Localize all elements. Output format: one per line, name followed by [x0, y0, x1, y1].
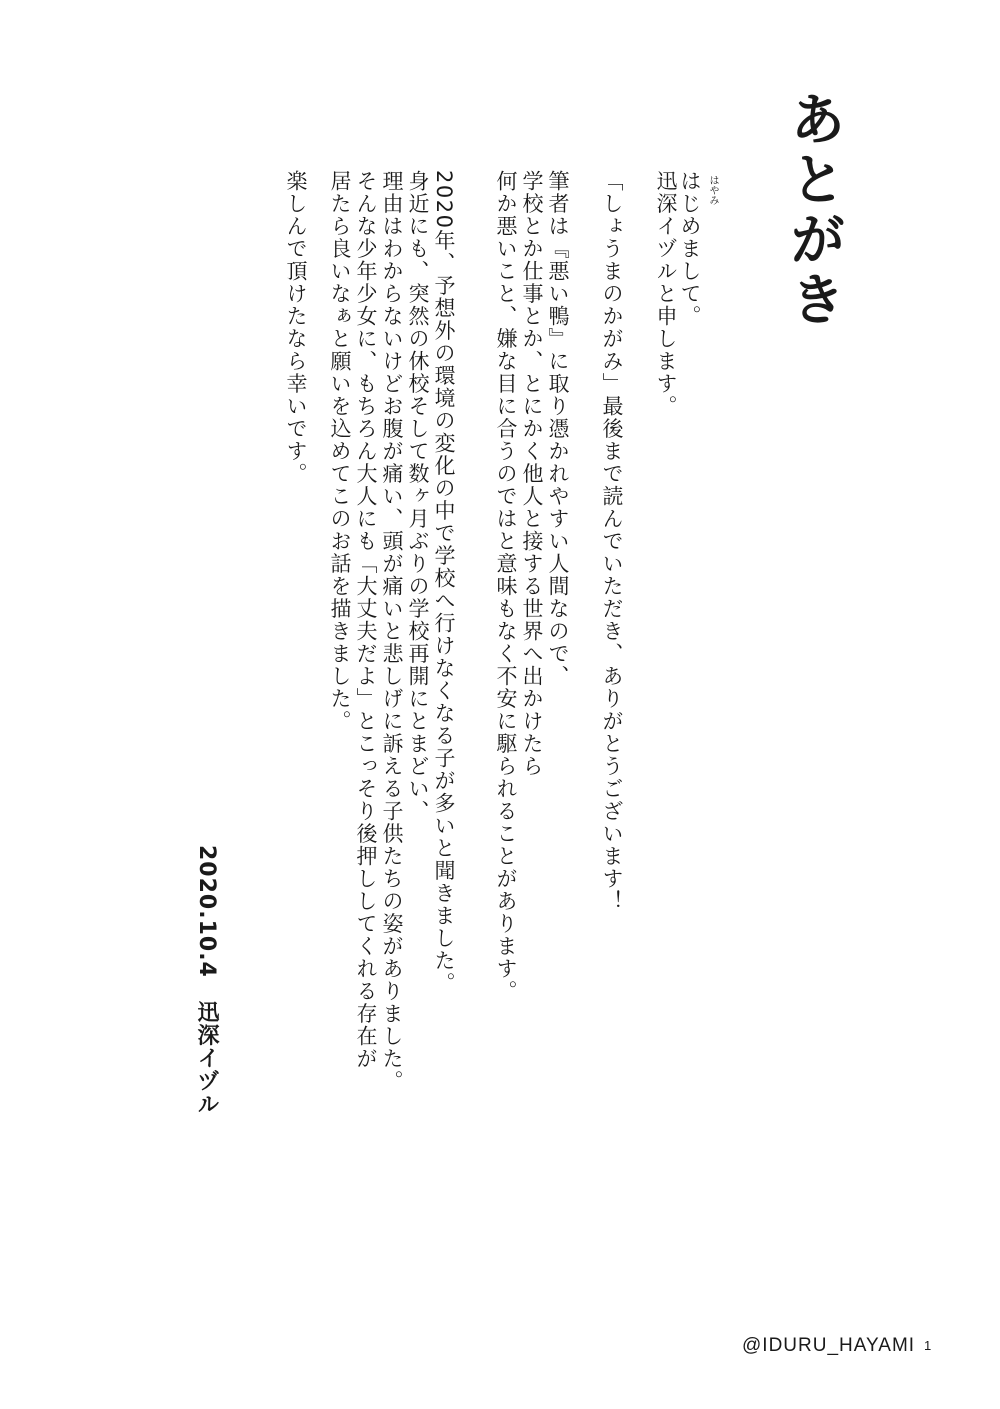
text-line-1: はじめまして。: [678, 170, 702, 328]
page-title: あとがき: [781, 90, 846, 330]
text-line-11: 居たら良いなぁと願いを込めてこのお話を描きました。: [328, 170, 352, 733]
text-line-7: 2020年、予想外の環境の変化の中で学校へ行けなくなる子が多いと聞きました。: [432, 170, 456, 995]
text-line-2: 迅深イヅルと申します。: [654, 170, 678, 418]
text-line-5: 学校とか仕事とか、とにかく他人と接する世界へ出かけたら: [520, 170, 544, 778]
author-handle: @IDURU_HAYAMI: [742, 1335, 916, 1356]
name-ruby: はやみ: [707, 175, 718, 205]
text-line-8: 身近にも、突然の休校そして数ヶ月ぶりの学校再開にとまどい、: [406, 170, 430, 823]
page-number: 1: [924, 1338, 932, 1353]
date-signature: 2020.10.4 迅深イヅル: [194, 845, 219, 1116]
text-line-10: そんな少年少女に、もちろん大人にも「大丈夫だよ」とこっそり後押ししてくれる存在が: [354, 170, 378, 1070]
text-line-3: 「しょうまのかがみ」最後まで読んでいただき、ありがとうございます！: [600, 170, 624, 913]
text-line-9: 理由はわからないけどお腹が痛い、頭が痛いと悲しげに訴える子供たちの姿がありました。: [380, 170, 404, 1093]
text-line-6: 何か悪いこと、嫌な目に合うのではと意味もなく不安に駆られることがあります。: [494, 170, 518, 1003]
text-line-4: 筆者は『悪い鴨』に取り憑かれやすい人間なので、: [546, 170, 570, 688]
text-line-12: 楽しんで頂けたなら幸いです。: [284, 170, 308, 485]
